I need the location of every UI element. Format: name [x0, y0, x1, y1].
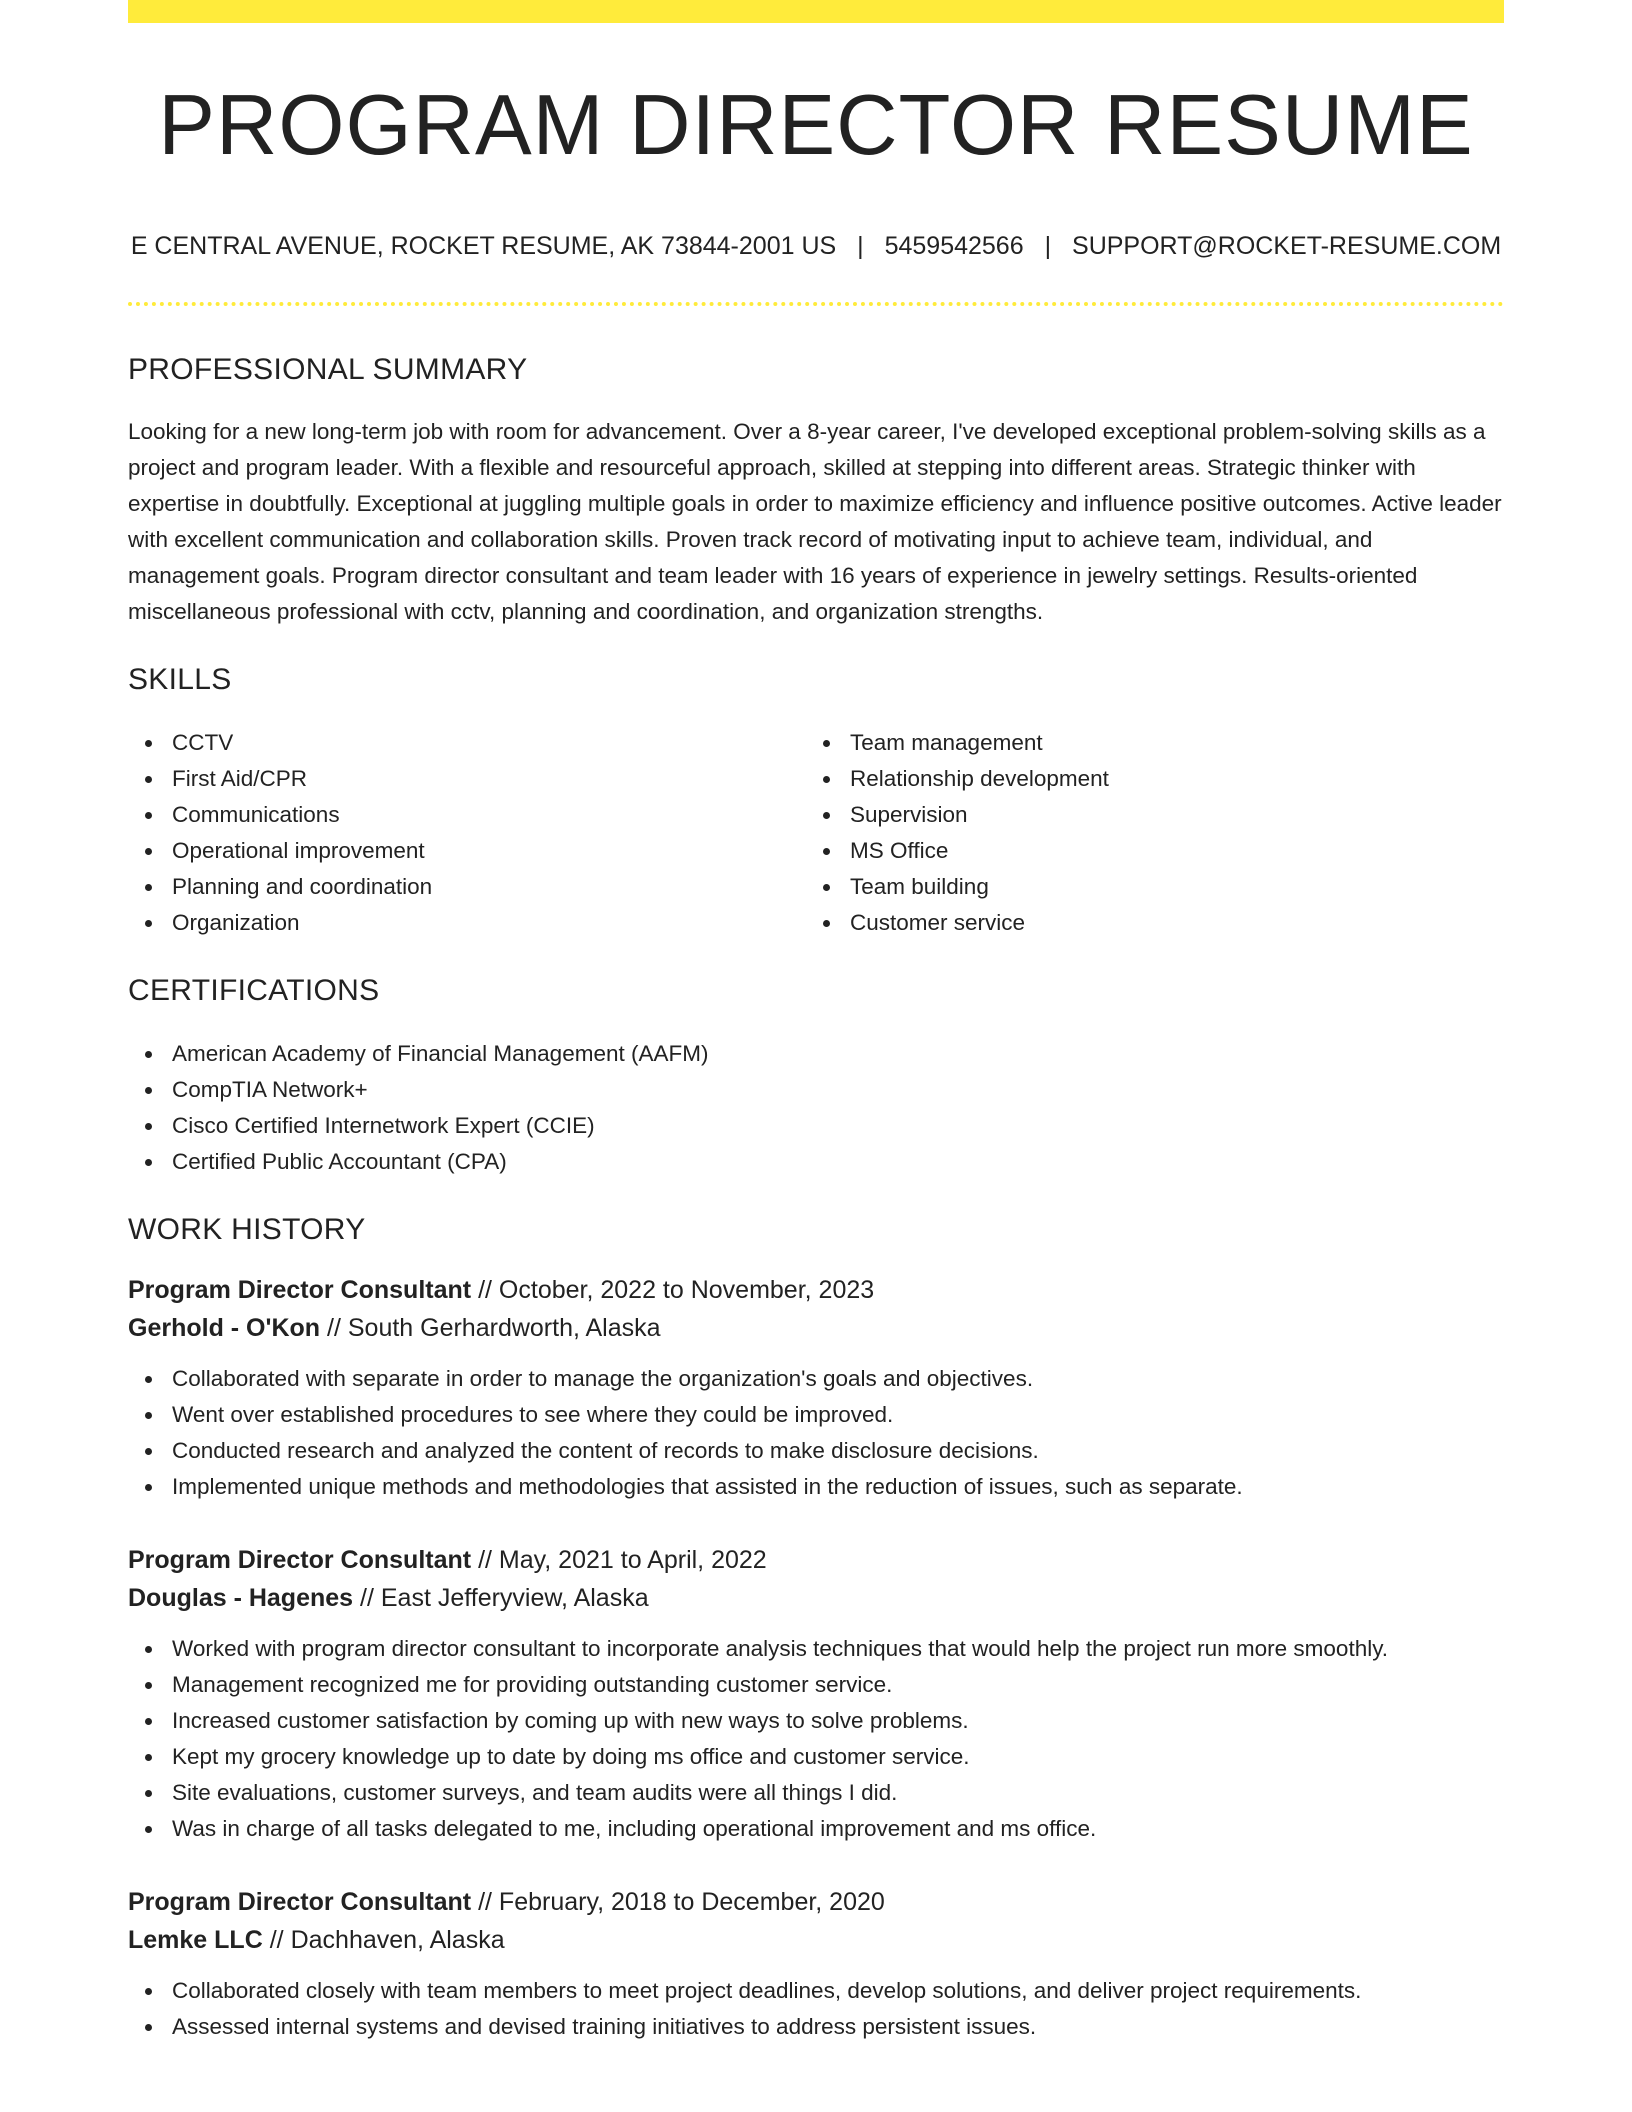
- certification-item: Certified Public Accountant (CPA): [128, 1144, 1504, 1180]
- job-company-line: [128, 1309, 1504, 1347]
- job-entry: [128, 1541, 1504, 1847]
- contact-address: E CENTRAL AVENUE, ROCKET RESUME, AK 73844-2001 US: [130, 232, 837, 260]
- skill-item: Communications: [128, 797, 806, 833]
- job-dates: October, 2022 to November, 2023: [498, 1276, 875, 1304]
- job-dates: May, 2021 to April, 2022: [498, 1546, 767, 1574]
- job-company: Lemke LLC: [128, 1926, 263, 1954]
- skill-item: Team management: [806, 725, 1484, 761]
- job-duty-item: Management recognized me for providing outstanding customer service.: [128, 1667, 1504, 1703]
- job-duty-item: Collaborated closely with team members to meet project deadlines, develop solutions, and deliver project requirements.: [128, 1973, 1504, 2009]
- job-duties: [128, 1361, 1504, 1505]
- skill-item: Supervision: [806, 797, 1484, 833]
- summary-text: Looking for a new long-term job with room for advancement. Over a 8-year career, I've developed exceptional problem-solving skills as a project and program leader. With a flexible and resourceful approach, skilled at stepping into different areas. Strategic thinker with expertise in doubtfully. Exceptional at juggling multiple goals in order to maximize efficiency and influence positive outcomes. Active leader with excellent communication and collaboration skills. Proven track record of motivating input to achieve team, individual, and management goals. Program director consultant and team leader with 16 years of experience in jewelry settings. Results-oriented miscellaneous professional with cctv, planning and coordination, and organization strengths.: [128, 419, 1502, 624]
- job-divider: //: [478, 1888, 492, 1916]
- job-title: Program Director Consultant: [128, 1276, 472, 1304]
- job-company-line: [128, 1921, 1504, 1959]
- job-divider: //: [360, 1584, 374, 1612]
- job-entry: [128, 1271, 1504, 1505]
- job-duties: [128, 1973, 1504, 2045]
- job-divider: //: [327, 1314, 341, 1342]
- job-duty-item: Collaborated with separate in order to manage the organization's goals and objectives.: [128, 1361, 1504, 1397]
- skills-column-right: [806, 725, 1484, 941]
- job-duty-item: Increased customer satisfaction by coming up with new ways to solve problems.: [128, 1703, 1504, 1739]
- job-location: East Jefferyview, Alaska: [380, 1584, 649, 1612]
- job-dates: February, 2018 to December, 2020: [498, 1888, 885, 1916]
- skill-item: Relationship development: [806, 761, 1484, 797]
- contact-separator: |: [857, 232, 864, 260]
- job-entry: [128, 1883, 1504, 2045]
- job-divider: //: [478, 1276, 492, 1304]
- job-duty-item: Went over established procedures to see where they could be improved.: [128, 1397, 1504, 1433]
- work-history-heading: WORK HISTORY: [128, 1213, 366, 1246]
- skills-columns: [128, 725, 1504, 941]
- skill-item: First Aid/CPR: [128, 761, 806, 797]
- job-duty-item: Kept my grocery knowledge up to date by doing ms office and customer service.: [128, 1739, 1504, 1775]
- job-duty-item: Implemented unique methods and methodologies that assisted in the reduction of issues, such as separate.: [128, 1469, 1504, 1505]
- skill-item: CCTV: [128, 725, 806, 761]
- job-company: Gerhold - O'Kon: [128, 1314, 321, 1342]
- job-duty-item: Assessed internal systems and devised training initiatives to address persistent issues.: [128, 2009, 1504, 2045]
- job-duty-item: Site evaluations, customer surveys, and team audits were all things I did.: [128, 1775, 1504, 1811]
- accent-top-bar: [128, 0, 1504, 23]
- summary-heading: PROFESSIONAL SUMMARY: [128, 353, 528, 386]
- certification-item: CompTIA Network+: [128, 1072, 1504, 1108]
- skill-item: Organization: [128, 905, 806, 941]
- job-title: Program Director Consultant: [128, 1888, 472, 1916]
- job-title: Program Director Consultant: [128, 1546, 472, 1574]
- certifications-heading: CERTIFICATIONS: [128, 974, 380, 1007]
- certifications-list: [128, 1036, 1504, 1180]
- contact-email: SUPPORT@ROCKET-RESUME.COM: [1072, 232, 1502, 260]
- job-duty-item: Conducted research and analyzed the content of records to make disclosure decisions.: [128, 1433, 1504, 1469]
- certification-item: American Academy of Financial Management (AAFM): [128, 1036, 1504, 1072]
- job-duty-item: Worked with program director consultant to incorporate analysis techniques that would help the project run more smoothly.: [128, 1631, 1504, 1667]
- job-title-line: [128, 1271, 1504, 1309]
- job-company: Douglas - Hagenes: [128, 1584, 354, 1612]
- job-location: Dachhaven, Alaska: [290, 1926, 505, 1954]
- resume-page: [128, 0, 1504, 2045]
- skill-item: Customer service: [806, 905, 1484, 941]
- job-duty-item: Was in charge of all tasks delegated to me, including operational improvement and ms office.: [128, 1811, 1504, 1847]
- skills-column-left: [128, 725, 806, 941]
- job-company-line: [128, 1579, 1504, 1617]
- skills-heading: SKILLS: [128, 663, 232, 696]
- contact-separator: |: [1044, 232, 1052, 260]
- contact-line: [128, 231, 1504, 261]
- job-title-line: [128, 1541, 1504, 1579]
- dotted-divider: [128, 302, 1504, 306]
- skill-item: Planning and coordination: [128, 869, 806, 905]
- skill-item: Team building: [806, 869, 1484, 905]
- skill-item: Operational improvement: [128, 833, 806, 869]
- job-duties: [128, 1631, 1504, 1847]
- job-title-line: [128, 1883, 1504, 1921]
- job-location: South Gerhardworth, Alaska: [347, 1314, 661, 1342]
- resume-title: PROGRAM DIRECTOR RESUME: [158, 78, 1474, 173]
- contact-phone: 5459542566: [884, 232, 1024, 260]
- job-divider: //: [478, 1546, 492, 1574]
- certification-item: Cisco Certified Internetwork Expert (CCIE): [128, 1108, 1504, 1144]
- skill-item: MS Office: [806, 833, 1484, 869]
- job-divider: //: [269, 1926, 284, 1954]
